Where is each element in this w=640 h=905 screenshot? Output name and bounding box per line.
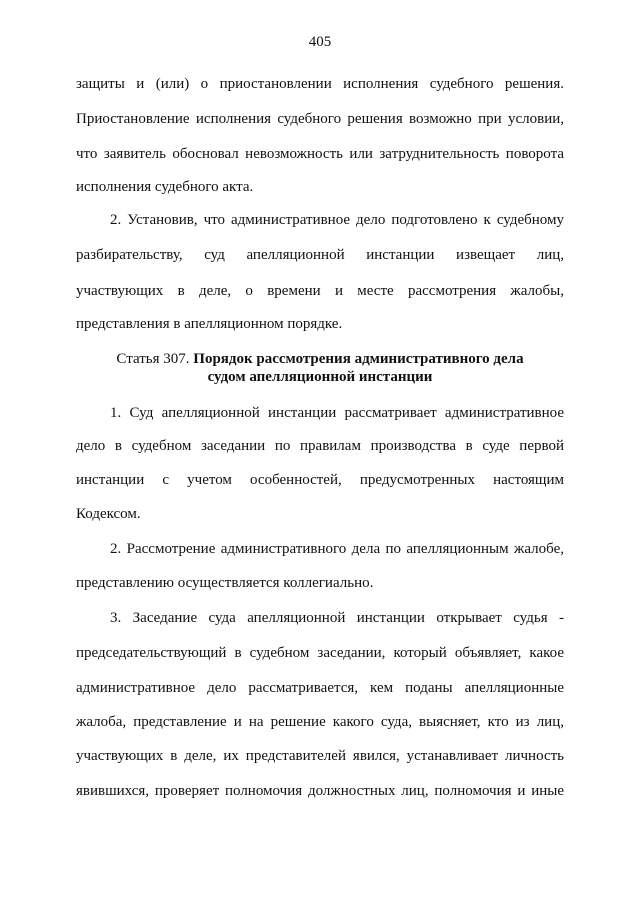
text-line: председательствующий в судебном заседании, который объявляет, какое — [76, 645, 564, 661]
page-number: 405 — [308, 34, 332, 50]
text-line: защиты и (или) о приостановлении исполнения судебного решения. — [76, 76, 564, 92]
text-line: административное дело рассматривается, кем поданы апелляционные — [76, 680, 564, 696]
text-line: Приостановление исполнения судебного решения возможно при условии, — [76, 111, 564, 127]
text-line: 3. Заседание суда апелляционной инстанции открывает судья - — [110, 610, 564, 626]
article-title-part-1: Порядок рассмотрения административного дела — [193, 351, 524, 367]
text-line: участвующих в деле, о времени и месте рассмотрения жалобы, — [76, 283, 564, 299]
text-line: 1. Суд апелляционной инстанции рассматривает административное — [110, 405, 564, 421]
text-line: представлению осуществляется коллегиально. — [76, 575, 374, 591]
text-line: явившихся, проверяет полномочия должностных лиц, полномочия и иные — [76, 783, 564, 799]
text-line: 2. Установив, что административное дело подготовлено к судебному — [110, 212, 564, 228]
text-line: участвующих в деле, их представителей явился, устанавливает личность — [76, 748, 564, 764]
text-line: жалоба, представление и на решение какого суда, выясняет, кто из лиц, — [76, 714, 564, 730]
text-line: инстанции с учетом особенностей, предусмотренных настоящим — [76, 472, 564, 488]
text-line: разбирательству, суд апелляционной инстанции извещает лиц, — [76, 247, 564, 263]
text-line: дело в судебном заседании по правилам производства в суде первой — [76, 438, 564, 454]
text-line: представления в апелляционном порядке. — [76, 316, 343, 332]
article-heading-line-2 — [0, 367, 640, 387]
article-title-part-2: судом апелляционной инстанции — [207, 369, 433, 385]
article-number: Статья 307. — [116, 351, 194, 367]
text-line: Кодексом. — [76, 506, 141, 522]
text-line: исполнения судебного акта. — [76, 179, 254, 195]
article-heading-line-1 — [0, 349, 640, 369]
text-line: что заявитель обосновал невозможность или затруднительность поворота — [76, 146, 564, 162]
text-line: 2. Рассмотрение административного дела по апелляционным жалобе, — [110, 541, 564, 557]
